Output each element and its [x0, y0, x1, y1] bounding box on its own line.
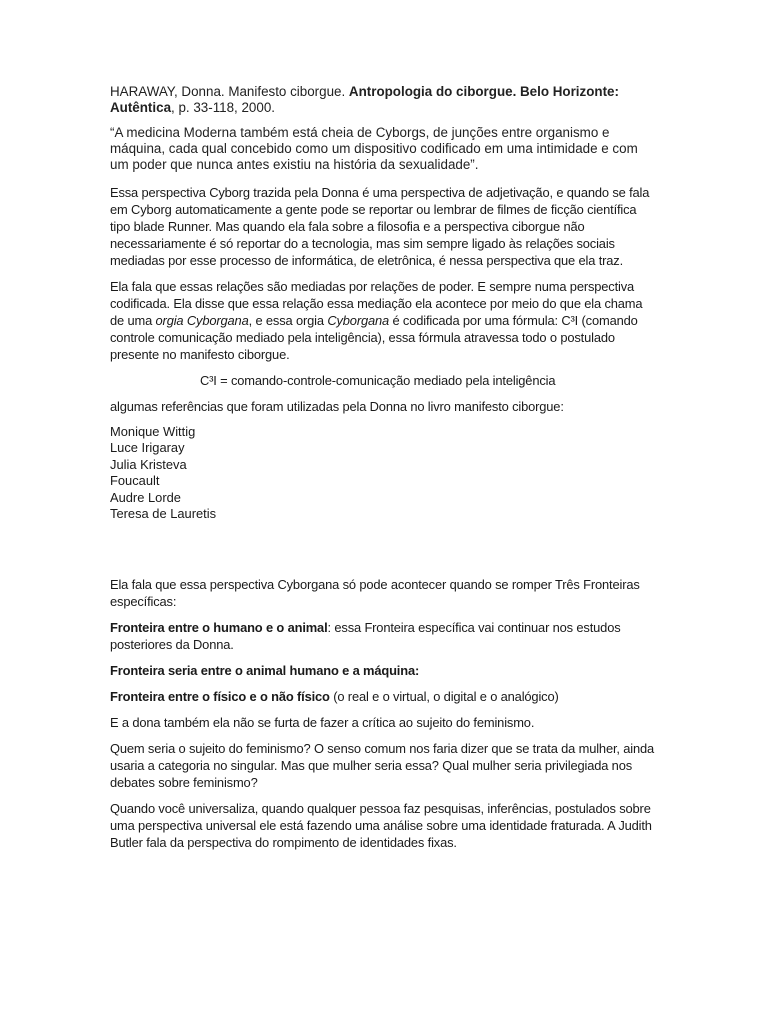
- blank-space: [110, 522, 658, 576]
- frontier-text: (o real e o virtual, o digital e o analógico): [329, 689, 559, 705]
- frontier-heading: Fronteira entre o físico e o não físico: [110, 689, 330, 705]
- frontier-heading: Fronteira entre o humano e o animal: [110, 620, 328, 636]
- document-page: [110, 84, 658, 860]
- paragraph-text: , e essa orgia: [248, 313, 328, 328]
- references-list: [110, 424, 658, 522]
- paragraph-cyborg-perspective: Essa perspectiva Cyborg trazida pela Donna é uma perspectiva de adjetivação, e quando se fala em Cyborg automaticamente a gente pode se reportar ou lembrar de filmes de ficção científica tipo blade Runner. Mas quando ela fala sobre a filosofia e a perspectiva ciborgue não necessariamente é só reportar do a tecnologia, mas sim sempre ligado às relações sociais mediadas por esse processo de informática, de eletrônica, é nessa perspectiva que ela traz.: [110, 185, 650, 268]
- bibliographic-reference: [110, 84, 658, 116]
- paragraph-subject-of-feminism: Quem seria o sujeito do feminismo? O senso comum nos faria dizer que se trata da mulher, ainda usaria a categoria no singular. Mas que mulher seria essa? Qual mulher seria privilegiada nos debates sobre feminismo?: [110, 741, 655, 791]
- paragraph-text: Ela fala que essas relações são mediadas por relações de poder. E sempre numa perspectiva codificada. Ela disse que essa relação essa mediação ela acontece por meio do que ela chama de uma: [110, 279, 643, 328]
- reference-authors: HARAWAY, Donna. Manifesto ciborgue.: [110, 84, 349, 99]
- frontier-animal-machine: [110, 662, 658, 679]
- paragraph-power-relations: [110, 278, 658, 363]
- frontier-heading: Fronteira seria entre o animal humano e a máquina:: [110, 663, 420, 679]
- italic-term: Cyborgana: [327, 313, 390, 328]
- list-item: Audre Lorde: [110, 489, 181, 505]
- formula: C³I = comando-controle-comunicação mediado pela inteligência: [200, 373, 556, 388]
- list-item: Teresa de Lauretis: [110, 506, 217, 522]
- paragraph-universalization: Quando você universaliza, quando qualquer pessoa faz pesquisas, inferências, postulados sobre uma perspectiva universal ele está fazendo uma análise sobre uma identidade fraturada. A Judith Butler fala da perspectiva do rompimento de identidades fixas.: [110, 801, 652, 851]
- frontier-human-animal: [110, 619, 658, 653]
- references-intro: algumas referências que foram utilizadas pela Donna no livro manifesto ciborgue:: [110, 399, 564, 414]
- paragraph-text: é codificada por uma fórmula: C³I (comando controle comunicação mediado pela inteligência), essa fórmula atravessa todo o postulado presente no manifesto ciborgue.: [110, 313, 638, 362]
- list-item: Monique Wittig: [110, 424, 196, 439]
- list-item: Foucault: [110, 473, 160, 489]
- frontier-physical-nonphysical: [110, 688, 658, 705]
- reference-pages: , p. 33-118, 2000.: [171, 100, 275, 115]
- list-item: Julia Kristeva: [110, 456, 187, 472]
- reference-book-title: Antropologia do ciborgue. Belo Horizonte: Autêntica: [110, 84, 619, 115]
- italic-term: orgia Cyborgana: [155, 313, 249, 328]
- quote: “A medicina Moderna também está cheia de Cyborgs, de junções entre organismo e máquina, cada qual concebido como um dispositivo codificado em uma intimidade e com um poder que nunca antes existiu na história da sexualidade”.: [110, 125, 638, 172]
- list-item: Luce Irigaray: [110, 440, 185, 456]
- paragraph-feminism-critique: E a dona também ela não se furta de fazer a crítica ao sujeito do feminismo.: [110, 715, 535, 731]
- frontier-text: : essa Fronteira específica vai continuar nos estudos posteriores da Donna.: [110, 620, 621, 653]
- paragraph-three-frontiers: Ela fala que essa perspectiva Cyborgana só pode acontecer quando se romper Três Fronteiras específicas:: [110, 577, 640, 610]
